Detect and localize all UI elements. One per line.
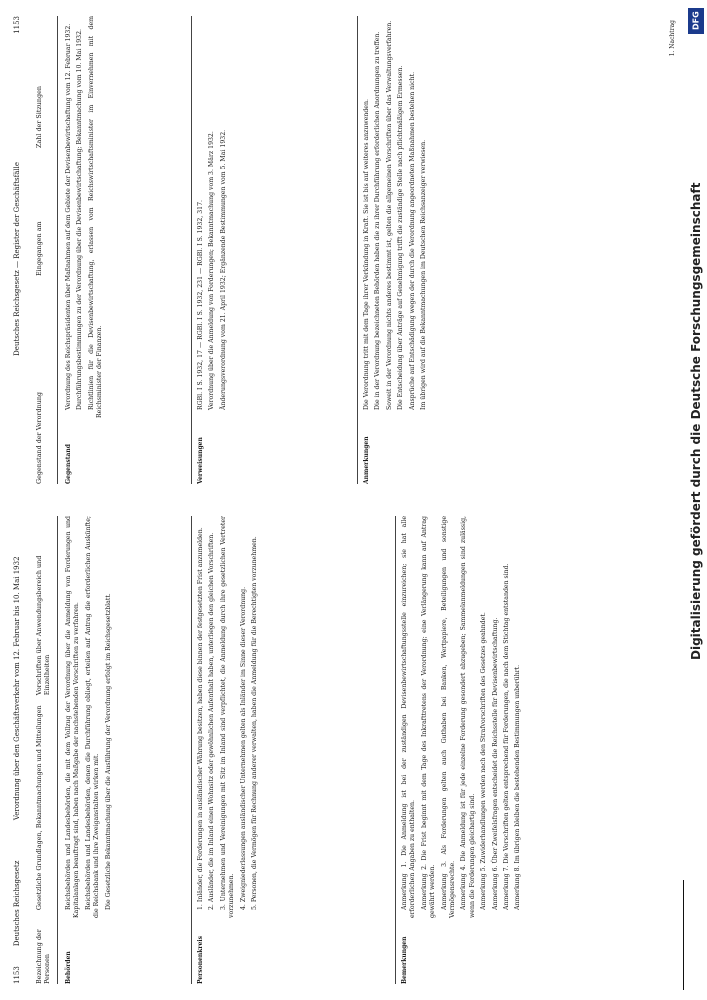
left-section-1-body — [65, 516, 185, 984]
right-s3-p3: Soweit in der Verordnung nichts anderes bestimmt ist, gelten die allgemeinen Vorschriften über das Verwaltungsverfahren. — [385, 20, 393, 410]
right-footer-mark: 1. Nachtrag — [668, 20, 676, 57]
left-section-3-label: Bemerkungen — [401, 936, 408, 984]
left-section-2-body — [197, 516, 387, 984]
right-running-head-title: Deutsches Reichsgesetz — Register der Geschäftsfälle — [13, 162, 21, 356]
left-s2-p2: 2. Ausländer, die im Inland einen Wohnsitz oder gewöhnlichen Aufenthalt haben, unterliegen den gleichen Vorschriften. — [208, 532, 216, 910]
left-s3-p3: Anmerkung 3. Als Forderungen gelten auch Guthaben bei Banken, Wertpapiere, Beteiligungen und sonstige Vermögensrechte. — [440, 516, 457, 918]
right-s2-p3: Änderungsverordnung vom 21. April 1932; Ergänzende Bestimmungen vom 5. Mai 1932. — [219, 129, 227, 410]
right-s2-p1: RGBl. I S. 1932, 17 — RGBl. I S. 1932, 231 — RGBl. I S. 1932, 317. — [197, 199, 204, 410]
left-column-headers — [35, 516, 52, 984]
right-section-3-label: Anmerkungen — [363, 436, 370, 484]
left-col-header-3: Vorschriften über Anwendungsbereich und Einzelheiten — [35, 555, 52, 696]
right-s1-p3: Richtlinien für die Devisenbewirtschaftung, erlassen vom Reichswirtschaftsminister im Einvernehmen mit dem Reichsminister der Finanzen. — [87, 16, 104, 418]
right-section-1-label: Gegenstand — [65, 444, 72, 484]
left-s3-p5: Anmerkung 5. Zuwiderhandlungen werden nach den Strafvorschriften des Gesetzes geahndet. — [480, 612, 488, 910]
left-header-rule — [57, 516, 58, 984]
left-running-head-left: Deutsches Reichsgesetz — [13, 860, 21, 947]
right-s3-p2: Die in der Verordnung bezeichneten Behörden haben die zu ihrer Durchführung erforderlichen Anordnungen zu treffen. — [374, 31, 382, 410]
margin-bar — [683, 880, 684, 990]
left-s3-p8: Anmerkung 8. Im übrigen bleiben die bestehenden Bestimmungen unberührt. — [514, 664, 522, 910]
right-header-rule — [57, 16, 58, 484]
right-running-head — [13, 16, 25, 484]
left-running-head — [13, 516, 25, 984]
right-s1-p1: Verordnung des Reichspräsidenten über Maßnahmen auf dem Gebiete der Devisenbewirtschaftung vom 12. Februar 1932. — [65, 23, 72, 410]
right-section-3-body — [363, 16, 623, 484]
left-s2-p4: 4. Zweigniederlassungen ausländischer Unternehmen gelten als Inländer im Sinne dieser Verordnung. — [239, 586, 247, 910]
left-page-number: 1153 — [13, 966, 21, 984]
left-s3-p2: Anmerkung 2. Die Frist beginnt mit dem Tage des Inkrafttretens der Verordnung; eine Verlängerung kann auf Antrag gewährt werden. — [420, 516, 437, 918]
left-section-1-label: Behörden — [65, 951, 72, 984]
left-s3-p4: Anmerkung 4. Die Anmeldung ist für jede einzelne Forderung gesondert abzugeben; Sammelanmeldungen sind zulässig, wenn die Forderungen gleichartig sind. — [460, 516, 476, 918]
left-s1-p2: Reichsbehörden und Landesbehörden, denen die Durchführung obliegt, erteilen auf Antrag die erforderlichen Auskünfte; die Reichsbank und ihre Zweiganstalten wirken mit. — [84, 516, 101, 918]
left-rule-3 — [395, 516, 396, 984]
left-s3-p6: Anmerkung 6. Über Zweifelsfragen entscheidet die Reichsstelle für Devisenbewirtschaftung. — [491, 617, 499, 910]
right-s3-p6: Im übrigen wird auf die Bekanntmachungen im Deutschen Reichsanzeiger verwiesen. — [420, 139, 428, 410]
left-s1-p3: Die Gesetzliche Bekanntmachung über die Ausführung der Verordnung erfolgt im Reichsgesetzblatt. — [104, 593, 112, 910]
left-s2-p1: 1. Inländer, die Forderungen in ausländischer Währung besitzen, haben diese binnen der festgesetzten Frist anzumelden. — [197, 527, 204, 910]
dfg-logo: DFG — [688, 8, 704, 34]
left-running-head-title: Verordnung über den Geschäftsverkehr vom 12. Februar bis 10. Mai 1932 — [13, 556, 21, 821]
left-col-header-1: Bezeichnung der Personen — [35, 929, 52, 984]
right-section-2-body — [197, 16, 347, 484]
right-page — [5, 10, 685, 490]
left-s2-p3: 3. Unternehmen und Vereinigungen mit Sitz im Inland sind verpflichtet, die Anmeldung durch ihre gesetzlichen Vertreter vorzunehmen. — [219, 516, 236, 918]
left-rule-2 — [191, 516, 192, 984]
left-s1-p1: Reichsbehörden und Landesbehörden, die mit dem Vollzug der Verordnung über die Anmeldung von Forderungen und Kapitalanlagen beauftragt sind, haben nach Maßgabe der nachstehenden Vorschriften zu verfahren. — [65, 516, 81, 918]
left-section-3-body — [401, 516, 671, 984]
right-col-header-1: Gegenstand der Verordnung — [35, 391, 43, 484]
right-s2-p2: Verordnung über die Anmeldung von Forderungen; Bekanntmachung vom 3. März 1932. — [208, 131, 216, 410]
right-s1-p2: Durchführungsbestimmungen zu der Verordnung über die Devisenbewirtschaftung; Bekanntmachung vom 10. Mai 1932. — [76, 28, 84, 410]
left-s2-p5: 5. Personen, die Vermögen für Rechnung anderer verwalten, haben die Anmeldung für die Berechtigten vorzunehmen. — [251, 536, 259, 910]
right-col-header-3: Zahl der Sitzungen — [35, 86, 43, 148]
right-page-number: 1153 — [13, 16, 21, 34]
left-s3-p1: Anmerkung 1. Die Anmeldung ist bei der zuständigen Devisenbewirtschaftungsstelle einzureichen; sie hat alle erforderlichen Angaben zu enthalten. — [401, 516, 417, 918]
rotated-book-spread — [5, 10, 685, 990]
left-page — [5, 510, 685, 990]
right-rule-3 — [357, 16, 358, 484]
right-s3-p1: Die Verordnung tritt mit dem Tage ihrer Verkündung in Kraft. Sie ist bis auf weiteres anzuwenden. — [363, 99, 370, 410]
left-s3-p7: Anmerkung 7. Die Vorschriften gelten entsprechend für Forderungen, die nach dem Stichtag entstanden sind. — [503, 563, 511, 910]
left-col-header-2: Gesetzliche Grundlagen, Bekanntmachungen und Mitteilungen — [35, 705, 43, 911]
right-s3-p4: Die Entscheidung über Anträge auf Genehmigung trifft die zuständige Stelle nach pflichtmäßigem Ermessen. — [397, 65, 405, 410]
dfg-banner-text: Digitalisierung gefördert durch die Deutsche Forschungsgemeinschaft — [689, 182, 703, 660]
left-section-2-label: Personenkreis — [197, 935, 204, 984]
right-column-headers — [35, 16, 43, 484]
right-rule-2 — [191, 16, 192, 484]
right-section-1-body — [65, 16, 185, 484]
right-col-header-2: Eingegangen am — [35, 221, 43, 276]
right-s3-p5: Ansprüche auf Entschädigung wegen der durch die Verordnung angeordneten Maßnahmen bestehen nicht. — [408, 71, 416, 410]
right-section-2-label: Verweisungen — [197, 437, 204, 484]
dfg-banner — [685, 0, 707, 1000]
